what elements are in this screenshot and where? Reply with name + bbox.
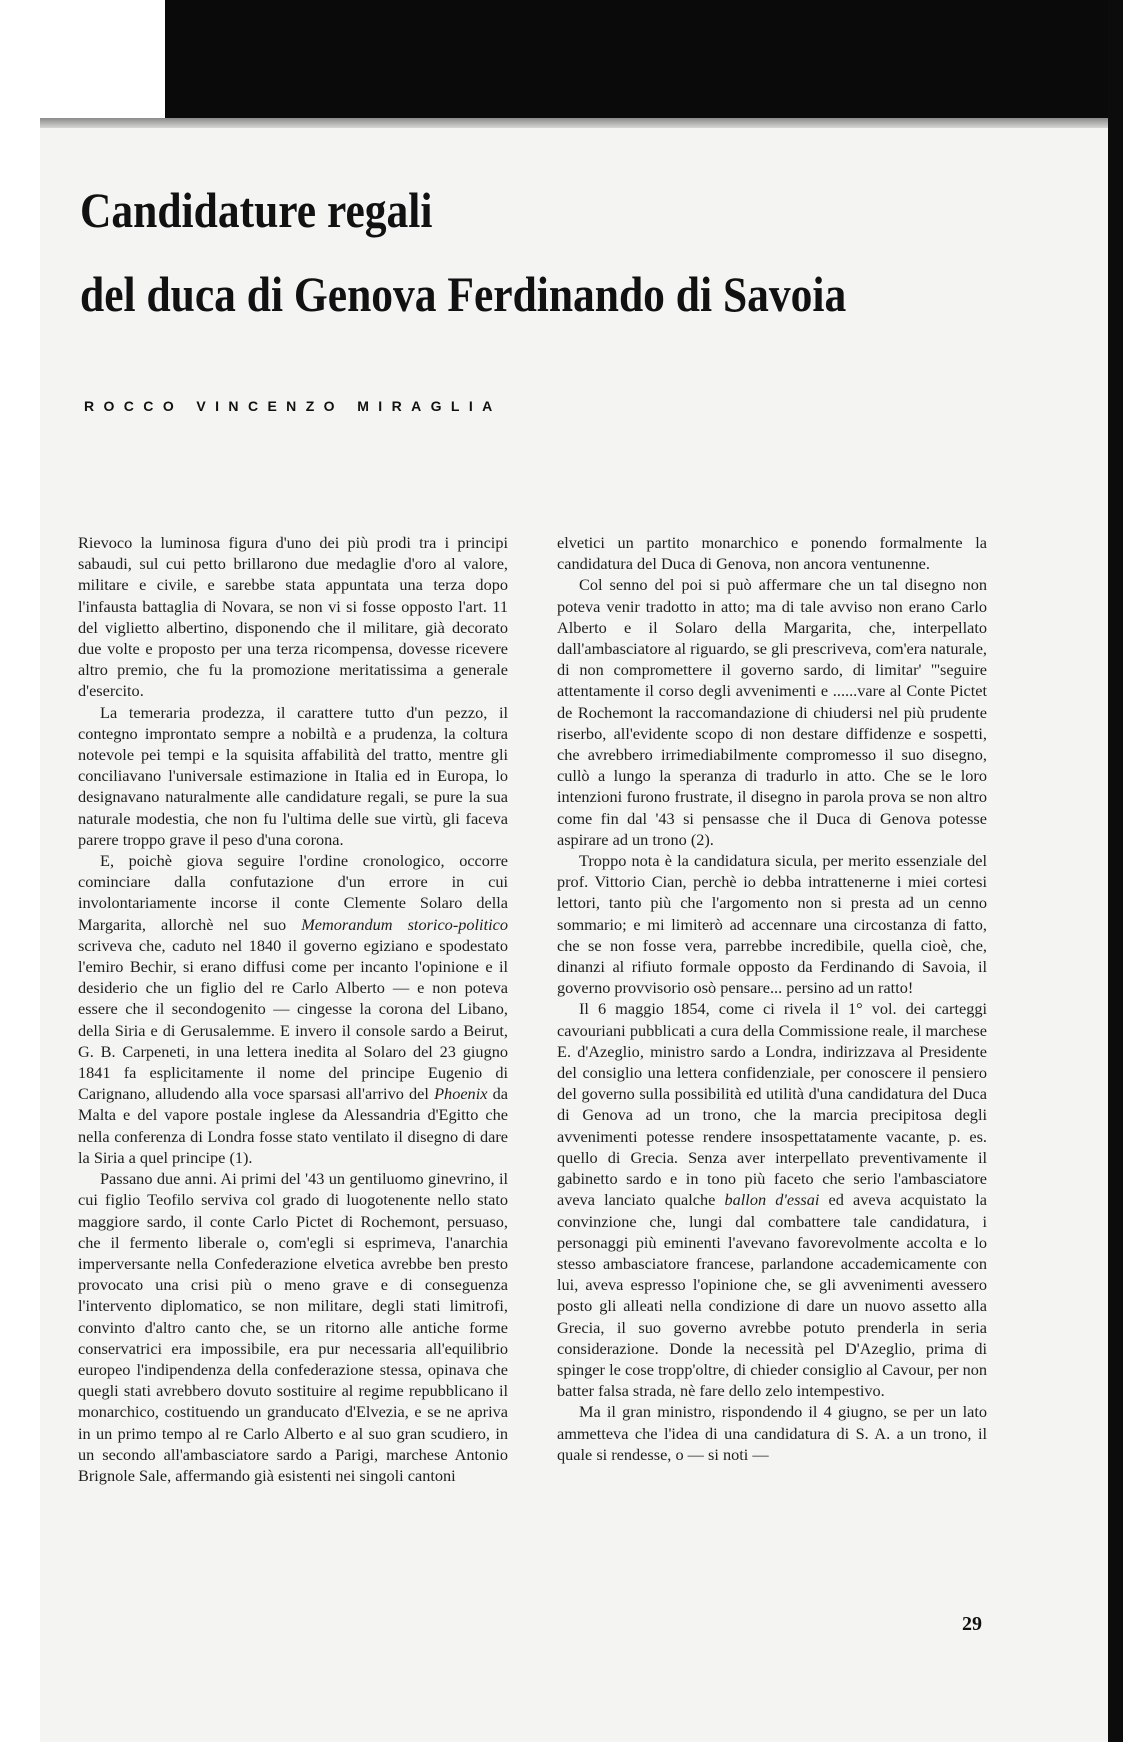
paragraph: Ma il gran ministro, rispondendo il 4 giugno, se per un lato ammetteva che l'idea di una candidatura di S. A. a un trono, il quale si rendesse, o — si noti — xyxy=(557,1402,987,1464)
text-run: da Malta e del vapore postale inglese da Alessandria d'Egitto che nella conferenza di Londra fosse stato ventilato il disegno di dare la Siria a quel principe (1). xyxy=(78,1084,508,1167)
italic-ship-name: Phoenix xyxy=(434,1084,488,1104)
paragraph: Rievoco la luminosa figura d'uno dei più prodi tra i principi sabaudi, sul cui petto brillarono due medaglie d'oro al valore, militare e civile, e sarebbe stata appuntata una terza dopo l'infausta battaglia di Novara, se non vi si fosse opposto l'art. 11 del viglietto albertino, disponendo che il militare, già decorato due volte e proposto per una terza ricompensa, dovesse ricevere altro premio, che fu la promozione meritatissima a generale d'esercito. xyxy=(78,533,508,701)
scan-border-right xyxy=(1108,0,1123,1742)
left-column xyxy=(78,532,508,1486)
paragraph: Col senno del poi si può affermare che un tal disegno non poteva venir tradotto in atto; ma di tale avviso non erano Carlo Alberto e il Solaro della Margarita, che, interpellato dall'ambasciatore al riguardo, se gli prescriveva, com'era naturale, di non compromettere il governo sardo, di limitar' '''seguire attentamente il corso degli avvenimenti e ......vare al Conte Pictet de Rochemont la raccomandazione di chiudersi nel più prudente riserbo, all'evidente scopo di non destare diffidenze e sospetti, che avrebbero irrimediabilmente compromesso il suo disegno, cullò a lungo la speranza di tradurlo in atto. Che se le loro intenzioni furono frustrate, il disegno in parola prova se non altro come fin dal '43 si pensasse che il Duca di Genova potesse aspirare ad un trono (2). xyxy=(557,575,987,849)
paragraph xyxy=(78,850,508,1168)
italic-phrase: ballon d'essai xyxy=(724,1190,820,1210)
paragraph: elvetici un partito monarchico e ponendo formalmente la candidatura del Duca di Genova, non ancora ventunenne. xyxy=(557,533,987,574)
article-title xyxy=(80,168,915,336)
title-line-2: del duca di Genova Ferdinando di Savoia xyxy=(80,266,847,322)
scan-border-top xyxy=(165,0,1123,128)
text-run: E, poichè giova seguire l'ordine cronologico, occorre cominciare dalla confutazione d'un errore in cui involontariamente incorse il conte Clemente Solaro della Margarita, allorchè nel suo xyxy=(78,851,508,934)
text-run: ed aveva acquistato la convinzione che, lungi dal combattere tale candidatura, i personaggi più eminenti l'avevano favorevolmente accolta e lo stesso ambasciatore francese, parlandone accademicamente con lui, aveva espresso l'opinione che, se gli avvenimenti avessero posto gli alleati nella condizione di dare un nuovo assetto alla Grecia, il suo governo avrebbe potuto prenderla in seria considerazione. Donde la necessità pel D'Azeglio, prima di spinger le cose tropp'oltre, di chieder consiglio al Cavour, per non batter falsa strada, nè fare dello zelo intempestivo. xyxy=(557,1190,987,1401)
right-column xyxy=(557,532,987,1465)
paragraph: Passano due anni. Ai primi del '43 un gentiluomo ginevrino, il cui figlio Teofilo serviva col grado di luogotenente nello stato maggiore sardo, il conte Carlo Pictet di Rochemont, persuaso, che il fermento liberale o, com'egli si esprimeva, l'anarchia imperversante nella Confederazione elvetica avrebbe ben presto provocato una crisi più o meno grave e di conseguenza l'intervento diplomatico, se non militare, degli stati limitrofi, convinto d'altro canto che, se un ritorno alle antiche forme conservatrici era impossibile, era pur necessaria all'equilibrio europeo l'indipendenza della confederazione stessa, opinava che quegli stati avrebbero dovuto sostituire al regime repubblicano il monarchico, costituendo un granducato d'Elvezia, e se ne apriva in un primo tempo al re Carlo Alberto e al suo gran scudiero, in un secondo all'ambasciatore sardo a Parigi, marchese Antonio Brignole Sale, affermando già esistenti nei singoli cantoni xyxy=(78,1169,508,1485)
page-number: 29 xyxy=(962,1613,982,1635)
paragraph xyxy=(557,998,987,1401)
title-line-1: Candidature regali xyxy=(80,182,433,238)
paragraph: Troppo nota è la candidatura sicula, per merito essenziale del prof. Vittorio Cian, perchè io debba intrattenerne i miei cortesi lettori, tanto più che l'argomento non si presta ad un cenno sommario; e mi limiterò ad accennare una circostanza di fatto, che se non fosse vera, parrebbe incredibile, quella cioè, che, dinanzi al rifiuto formale opposto da Ferdinando di Savoia, il governo provvisorio osò pensare... persino ad un ratto! xyxy=(557,851,987,998)
author-name: ROCCO VINCENZO MIRAGLIA xyxy=(84,398,502,414)
paragraph: La temeraria prodezza, il carattere tutto d'un pezzo, il contegno improntato sempre a nobiltà e a prudenza, la coltura notevole pei tempi e la squisita affabilità del tratto, mentre gli conciliavano l'universale estimazione in Italia ed in Europa, lo designavano naturalmente alle candidature regali, se pure la sua naturale modestia, che non fu l'ultima delle sue virtù, gli faceva parere troppo grave il peso d'una corona. xyxy=(78,702,508,849)
text-run: Il 6 maggio 1854, come ci rivela il 1° vol. dei carteggi cavouriani pubblicati a cura della Commissione reale, il marchese E. d'Azeglio, ministro sardo a Londra, indirizzava al Presidente del consiglio una lettera confidenziale, per conoscere il pensiero del governo sulla possibilità ed utilità d'una candidatura del Duca di Genova ad un trono, che la marcia precipitosa degli avvenimenti potesse rendere insospettatamente vacante, p. es. quello di Grecia. Senza aver interpellato preventivamente il gabinetto sardo e in tono più faceto che serio l'ambasciatore aveva lanciato qualche xyxy=(557,999,987,1210)
text-run: scriveva che, caduto nel 1840 il governo egiziano e spodestato l'emiro Bechir, si erano diffusi come per incanto l'opinione e il desiderio che un figlio del re Carlo Alberto — e non poteva essere che il secondogenito — cingesse la corona del Libano, della Siria e di Gerusalemme. E invero il console sardo a Beirut, G. B. Carpeneti, in una lettera inedita al Solaro del 23 giugno 1841 fa esplicitamente il nome del principe Eugenio di Carignano, alludendo alla voce sparsasi all'arrivo del xyxy=(78,935,508,1104)
italic-title: Memorandum storico-politico xyxy=(301,914,508,934)
